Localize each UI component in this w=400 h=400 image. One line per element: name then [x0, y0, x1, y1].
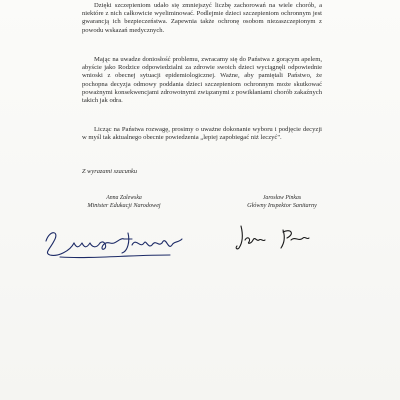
handwritten-signature-right — [233, 222, 313, 252]
signatory-left-role: Minister Edukacji Narodowej — [87, 202, 161, 209]
closing-salutation: Z wyrazami szacunku — [82, 168, 138, 175]
signatory-left — [64, 195, 184, 210]
handwritten-signature-left — [40, 225, 190, 261]
letter-paragraph-3: Licząc na Państwa rozwagę, prosimy o uważne dokonanie wyboru i podjęcie decyzji w myśl tak aktualnego obecnie powiedzenia „lepiej zapobiegać niż leczyć". — [82, 126, 322, 142]
signatory-left-name: Anna Zalewska — [106, 195, 142, 201]
signatory-right — [222, 195, 342, 210]
signatory-right-name: Jarosław Pinkas — [262, 195, 302, 201]
letter-paragraph-1: Dzięki szczepieniom udało się zmniejszyć liczbę zachorowań na wiele chorób, a niektóre z nich całkowicie wyeliminować. Podlejmie dzieci szczepieniom ochronnym jest gwarancją ich bezpieczeństwa. Zapewnia także ochronę osobom niezaszczepionym z powodu wskazań medycznych. — [82, 2, 322, 34]
letter-paragraph-2: Mając na uwadze doniosłość problemu, zwracamy się do Państwa z gorącym apelem, abyście jako Rodzice odpowiedzialni za zdrowie swoich dzieci wyciągnęli odpowiednie wnioski z obecnej sytuacji epidemiologicznej. Ważne, aby pamiętali Państwo, że pochopna decyzja odmowy poddania dzieci szczepieniom ochronnym może skutkować poważnymi konsekwencjami zdrowotnymi związanymi z powikłaniami chorób zakaźnych takich jak odra. — [82, 56, 322, 105]
signatory-right-role: Główny Inspektor Sanitarny — [247, 202, 317, 209]
